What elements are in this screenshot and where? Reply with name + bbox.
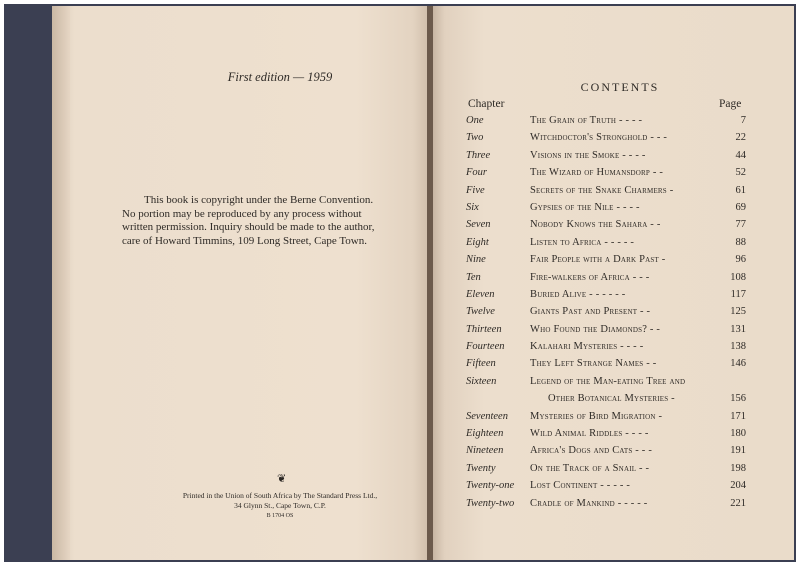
chapter-title: Cradle of Mankind - - - - - [530,497,648,509]
printer-line: Printed in the Union of South Africa by The Standard Press Ltd., [182,491,378,500]
page-number: 180 [730,428,746,440]
page-number: 61 [735,184,746,196]
chapter-title: Giants Past and Present - - [530,306,651,318]
chapter-title: Fire-walkers of Africa - - - [530,271,650,283]
printer-imprint [140,491,420,521]
page-number: 131 [730,323,746,335]
copyright-line: No portion may be reproduced by any process without [122,207,362,220]
toc-entry [466,115,746,132]
chapter-number: Twenty-one [466,480,515,492]
page-number: 7 [740,115,746,126]
toc-entry-continuation [466,393,746,410]
chapter-title: Secrets of the Snake Charmers - [530,184,674,196]
toc-entry [466,445,746,462]
chapter-title: Nobody Knows the Sahara - - [530,219,661,231]
page-number: 171 [730,410,746,422]
chapter-number: Two [466,132,484,144]
chapter-title: The Grain of Truth - - - - [530,115,643,126]
chapter-number: Thirteen [466,323,502,335]
chapter-number: Nine [466,254,486,266]
page-number: 198 [730,462,746,474]
page-number: 52 [735,167,746,179]
printer-line: 34 Glynn St., Cape Town, C.P. [234,501,326,510]
chapter-number: Eighteen [466,428,504,440]
toc-entry [466,150,746,167]
chapter-number: Seventeen [466,410,508,422]
toc-entry [466,411,746,428]
chapter-number: Twenty [466,462,496,474]
left-page [52,6,432,560]
page-number: 156 [730,393,746,405]
chapter-title: Gypsies of the Nile - - - - [530,201,640,213]
chapter-title: Listen to Africa - - - - - [530,236,635,248]
page-column-header: Page [719,98,742,110]
chapter-title: Africa's Dogs and Cats - - - [530,445,653,457]
toc-entry [466,254,746,271]
toc-entry [466,289,746,306]
page-number: 204 [730,480,746,492]
toc-entry [466,306,746,323]
toc-entry [466,185,746,202]
page-number: 96 [735,254,746,266]
chapter-title: Fair People with a Dark Past - [530,254,666,266]
toc-entry [466,219,746,236]
printer-code: B 1704 OS [266,513,294,519]
chapter-title: Wild Animal Riddles - - - - [530,428,649,440]
page-number: 138 [730,341,746,353]
toc-entry [466,324,746,341]
contents-title: CONTENTS [580,80,660,94]
chapter-number: Eight [466,236,489,248]
chapter-title: Lost Continent - - - - - [530,480,631,492]
chapter-number: Sixteen [466,375,497,387]
page-number: 88 [735,236,746,248]
left-page-edge [52,6,70,560]
chapter-number: Eleven [466,288,495,300]
copyright-notice [122,194,422,248]
toc-entry [466,167,746,184]
chapter-number: Six [466,201,479,213]
toc-entry [466,376,746,393]
chapter-number: Three [466,149,491,161]
page-number: 77 [735,219,746,231]
chapter-number: Ten [466,271,481,283]
toc-entry [466,341,746,358]
chapter-column-header: Chapter [468,98,505,110]
page-number: 221 [730,497,746,509]
chapter-title: On the Track of a Snail - - [530,462,650,474]
chapter-title: Witchdoctor's Stronghold - - - [530,132,668,144]
book-spine [427,6,433,560]
chapter-title: They Left Strange Names - - [530,358,657,370]
copyright-line: care of Howard Timmins, 109 Long Street, Cape Town. [122,234,367,247]
edition-line: First edition — 1959 [227,70,333,84]
contents-list [466,115,746,515]
toc-entry [466,428,746,445]
chapter-title: Legend of the Man-eating Tree and [530,375,686,387]
toc-entry [466,132,746,149]
chapter-title: Other Botanical Mysteries - [548,393,675,405]
page-number: 125 [730,306,746,318]
page-number: 69 [735,201,746,213]
toc-entry [466,498,746,515]
chapter-number: Nineteen [466,445,504,457]
page-number: 22 [735,132,746,144]
page-number: 44 [735,149,746,161]
copyright-line: written permission. Inquiry should be made to the author, [122,221,375,233]
chapter-number: Five [466,184,485,196]
chapter-title: Mysteries of Bird Migration - [530,410,663,422]
chapter-number: One [466,115,484,126]
chapter-title: Kalahari Mysteries - - - - [530,341,644,353]
page-number: 108 [730,271,746,283]
chapter-number: Seven [466,219,491,231]
chapter-title: Visions in the Smoke - - - - [530,149,646,161]
chapter-number: Twelve [466,306,495,318]
chapter-number: Twenty-two [466,497,515,509]
toc-entry [466,358,746,375]
toc-entry [466,463,746,480]
chapter-title: The Wizard of Humansdorp - - [530,167,664,179]
chapter-title: Who Found the Diamonds? - - [530,323,661,335]
copyright-line: This book is copyright under the Berne Convention. [144,194,374,206]
toc-entry [466,202,746,219]
chapter-number: Fourteen [466,341,505,353]
toc-entry [466,480,746,497]
page-number: 191 [730,445,746,457]
printer-emblem-icon: ❦ [277,473,287,485]
chapter-number: Four [466,167,487,179]
page-number: 117 [730,288,746,300]
chapter-number: Fifteen [466,358,496,370]
page-number: 146 [730,358,746,370]
toc-entry [466,237,746,254]
chapter-title: Buried Alive - - - - - - [530,288,626,300]
toc-entry [466,272,746,289]
